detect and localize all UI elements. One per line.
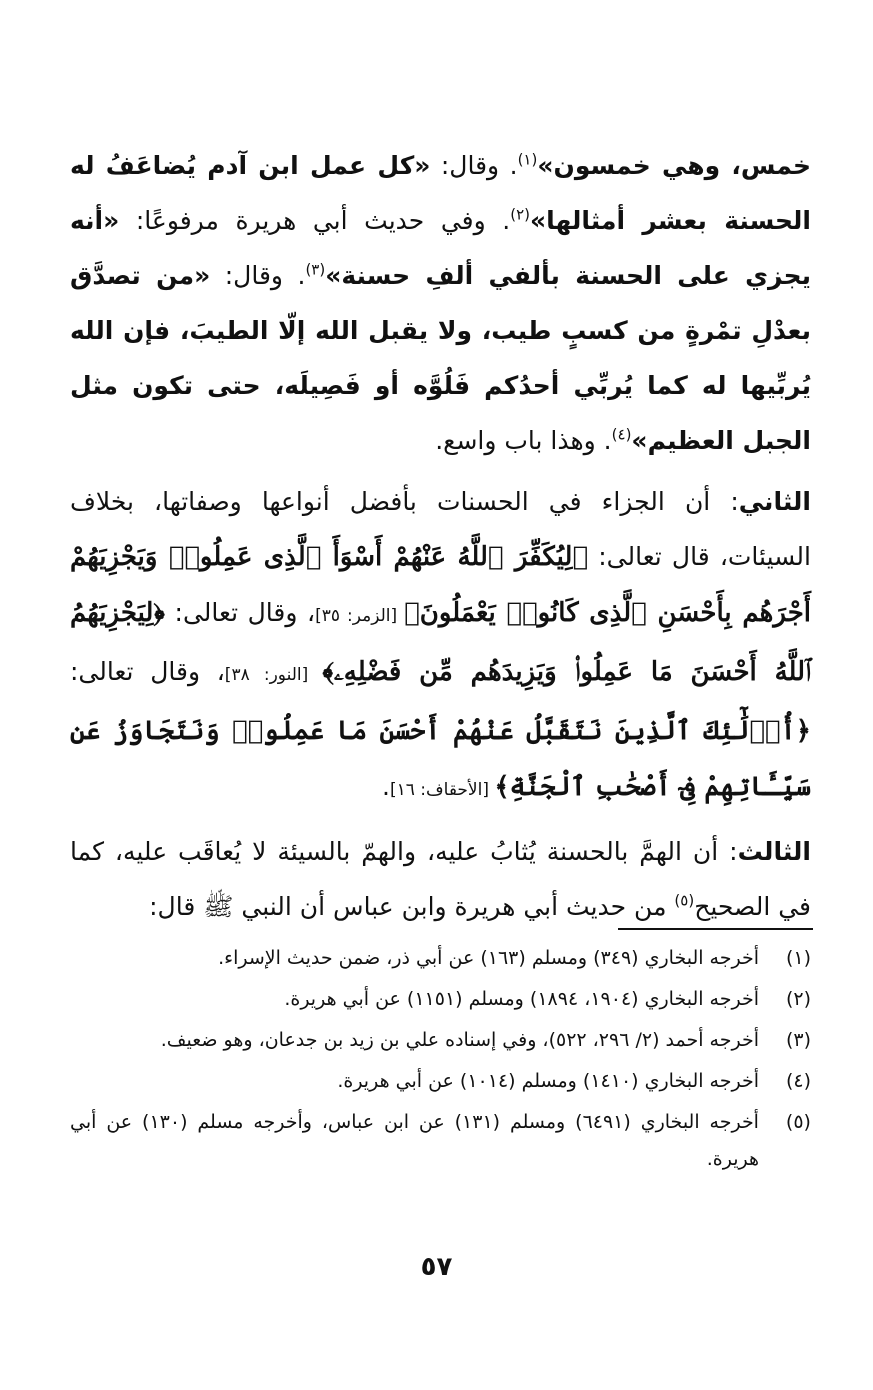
footnote-number: (٣) [785, 1029, 811, 1051]
text-segment: . [382, 772, 390, 801]
footnote-number: (١) [785, 947, 811, 969]
footnote-reference: (٥) [674, 891, 695, 910]
footnote-text: أخرجه البخاري (٦٤٩١) ومسلم (١٣١) عن ابن عباس، وأخرجه مسلم (١٣٠) عن أبي هريرة. [70, 1111, 759, 1170]
verse-citation: [الزمر: ٣٥] [315, 606, 405, 626]
verse-citation: [الأحقاف: ١٦] [389, 780, 495, 800]
text-segment: : أن الجزاء في الحسنات بأفضل أنواعها وصفاتها، بخلاف السيئات، قال تعالى: [70, 487, 811, 571]
text-segment: . وهذا باب واسع. [435, 426, 612, 455]
quran-verse: ﴿أُو۟لَٰٓئِكَ ٱلَّذِينَ نَتَقَبَّلُ عَنْهُمْ أَحْسَنَ مَا عَمِلُوا۟ وَنَتَجَاوَزُ عَن سَيِّـَٔاتِهِمْ فِىٓ أَصْحَٰبِ ٱلْجَنَّةِ﴾ [70, 716, 811, 802]
quran-verse: ﴿لِيُكَفِّرَ ٱللَّهُ عَنْهُمْ أَسْوَأَ ٱلَّذِى عَمِلُوا۟ وَيَجْزِيَهُمْ أَجْرَهُم بِأَحْسَنِ ٱلَّذِى كَانُوا۟ يَعْمَلُونَ﴾ [70, 542, 812, 628]
footnotes [70, 940, 811, 1182]
hadith-quote: الثاني [738, 487, 811, 516]
body-paragraph [70, 138, 811, 468]
footnote-reference: (٣) [305, 260, 326, 279]
hadith-quote: الثالث [737, 837, 811, 866]
body-paragraph [70, 824, 811, 934]
page-number: ٥٧ [420, 1252, 453, 1282]
footnote-number: (٢) [785, 988, 811, 1010]
footnote-number: (٤) [785, 1070, 811, 1092]
text-segment: . وقال: [210, 261, 306, 290]
footnote-text: أخرجه أحمد (٢/ ٢٩٦، ٥٢٢)، وفي إسناده علي بن زيد بن جدعان، وهو ضعيف. [160, 1029, 759, 1051]
footnote-text: أخرجه البخاري (١٩٠٤، ١٨٩٤) ومسلم (١١٥١) عن أبي هريرة. [284, 988, 759, 1010]
verse-citation: [النور: ٣٨] [224, 665, 323, 685]
main-text [70, 138, 811, 934]
text-segment: ، وقال تعالى: [164, 598, 316, 627]
hadith-quote: خمس، وهي خمسون» [537, 151, 812, 180]
hadith-quote: «من تصدَّق بعدْلِ تمْرةٍ من كسبٍ طيب، ولا يقبل الله إلّا الطيبَ، فإن الله يُربِّيها له كما يُربِّي أحدُكم فَلُوَّه أو فَصِيلَه، حتى تكون مثل الجبل العظيم» [70, 261, 811, 455]
text-segment: : أن الهمَّ بالحسنة يُثابُ عليه، والهمّ بالسيئة لا يُعاقَب عليه، كما في الصحيح [70, 837, 811, 921]
footnote [70, 1022, 811, 1059]
body-paragraph [70, 474, 811, 818]
footnote-reference: (٤) [611, 425, 632, 444]
footnote [70, 981, 811, 1018]
hadith-quote: «أنه يجزي على الحسنة بألفي ألفِ حسنة» [70, 206, 811, 290]
hadith-quote: «كل عمل ابن آدم يُضاعَفُ له الحسنة بعشر أمثالها» [70, 151, 811, 235]
text-segment: . وقال: [430, 151, 518, 180]
footnote-text: أخرجه البخاري (٣٤٩) ومسلم (١٦٣) عن أبي ذر، ضمن حديث الإسراء. [218, 947, 759, 969]
quran-verse: ﴿لِيَجْزِيَهُمُ ٱللَّهُ أَحْسَنَ مَا عَمِلُوا۟ وَيَزِيدَهُم مِّن فَضْلِهِۦ﴾ [70, 598, 812, 687]
footnote-separator [618, 928, 813, 930]
footnote [70, 1104, 811, 1178]
footnote-text: أخرجه البخاري (١٤١٠) ومسلم (١٠١٤) عن أبي هريرة. [337, 1070, 759, 1092]
footnote [70, 1063, 811, 1100]
footnote-number: (٥) [785, 1111, 811, 1133]
footnote-reference: (١) [517, 150, 538, 169]
text-segment: من حديث أبي هريرة وابن عباس أن النبي ﷺ قال: [149, 892, 675, 921]
text-segment: ، وقال تعالى: [70, 657, 225, 686]
footnote-reference: (٢) [510, 205, 530, 224]
footnote [70, 940, 811, 977]
text-segment: . وفي حديث أبي هريرة مرفوعًا: [119, 206, 511, 235]
